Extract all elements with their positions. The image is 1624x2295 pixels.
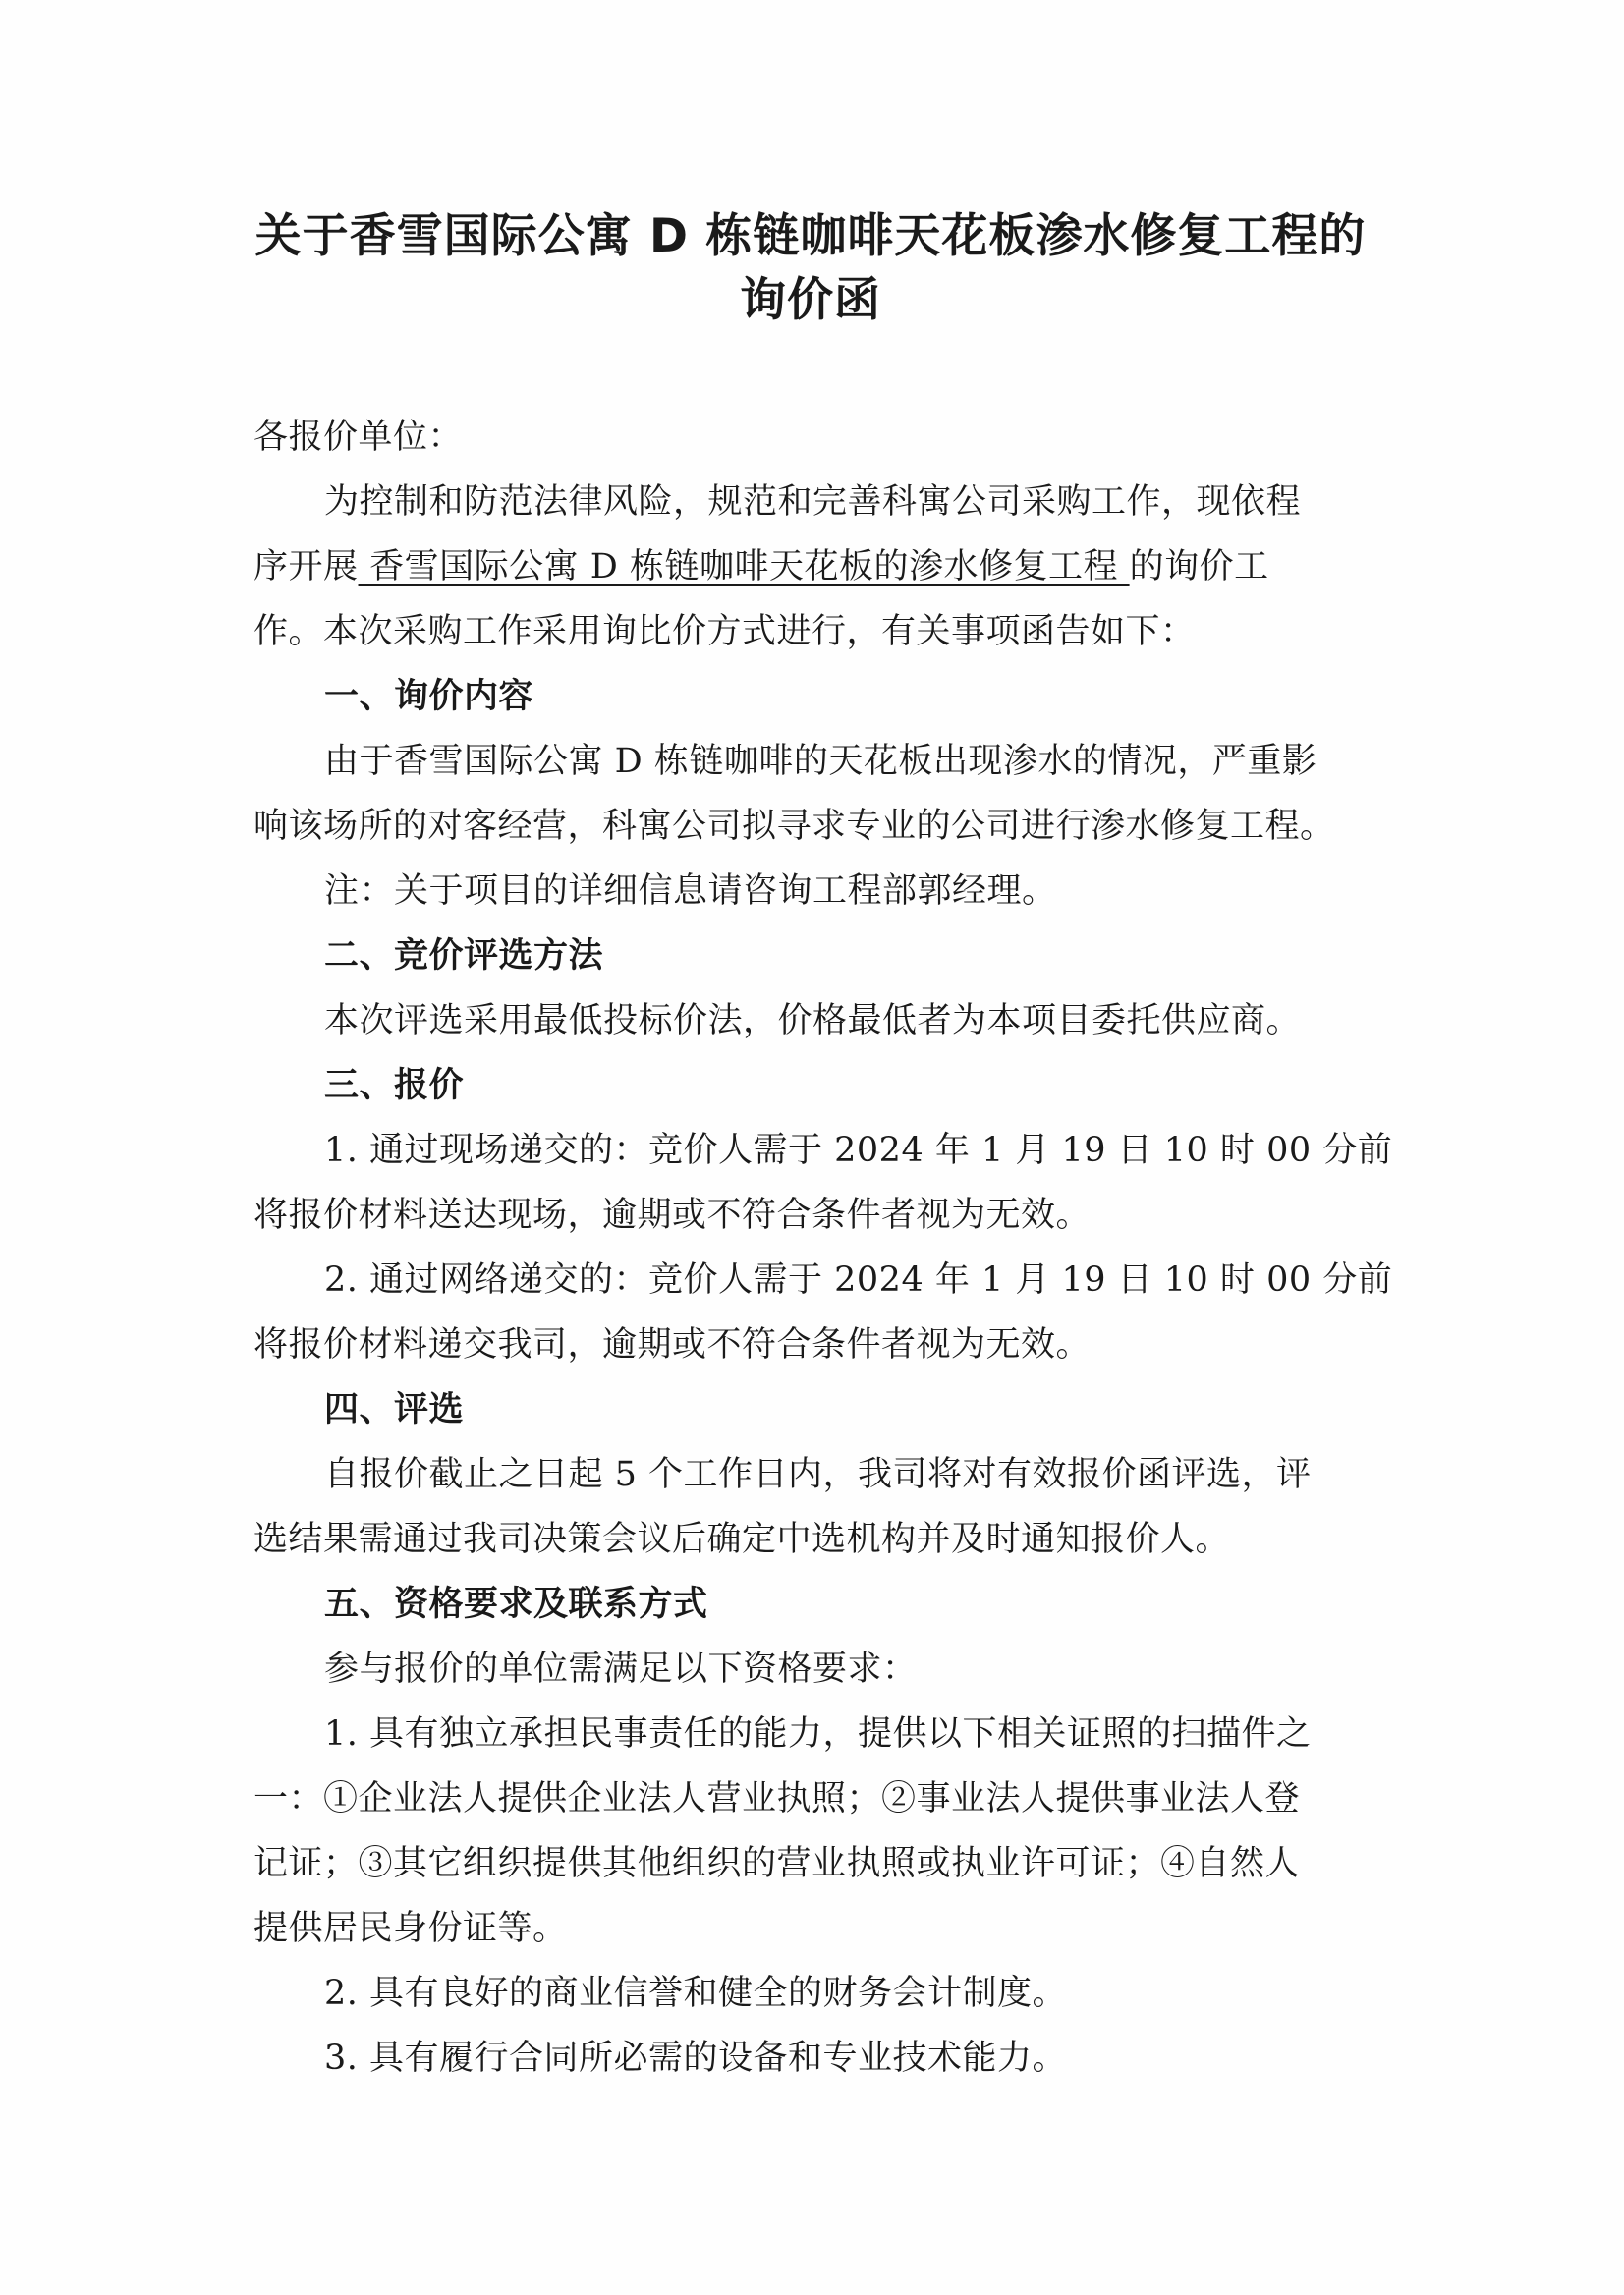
project-name-underlined: 香雪国际公寓 D 栋链咖啡天花板的渗水修复工程 bbox=[358, 547, 1130, 587]
intro-line-3: 作。本次采购工作采用询比价方式进行，有关事项函告如下： bbox=[253, 612, 1196, 651]
section-4-para-line-2: 选结果需通过我司决策会议后确定中选机构并及时通知报价人。 bbox=[253, 1520, 1231, 1559]
section-3-item-1-line-1: 1. 通过现场递交的：竞价人需于 2024 年 1 月 19 日 10 时 00 分前 bbox=[324, 1131, 1393, 1170]
section-3-heading: 三、报价 bbox=[324, 1066, 465, 1105]
section-1-para-line-1: 由于香雪国际公寓 D 栋链咖啡的天花板出现渗水的情况，严重影 bbox=[324, 742, 1317, 781]
section-4-heading: 四、评选 bbox=[324, 1390, 465, 1429]
intro-line-2 bbox=[253, 542, 1269, 591]
document-title-line-1: 关于香雪国际公寓 D 栋链咖啡天花板渗水修复工程的 bbox=[254, 209, 1367, 263]
intro-line-1: 为控制和防范法律风险，规范和完善科寓公司采购工作，现依程 bbox=[324, 482, 1302, 522]
section-5-heading: 五、资格要求及联系方式 bbox=[324, 1585, 708, 1624]
section-1-para-line-2: 响该场所的对客经营，科寓公司拟寻求专业的公司进行渗水修复工程。 bbox=[253, 807, 1335, 846]
section-5-req-1-line-3: 记证；③其它组织提供其他组织的营业执照或执业许可证；④自然人 bbox=[253, 1844, 1301, 1883]
salutation: 各报价单位： bbox=[253, 418, 464, 457]
section-1-note: 注：关于项目的详细信息请咨询工程部郭经理。 bbox=[324, 871, 1057, 911]
intro-line-2-prefix: 序开展 bbox=[253, 547, 359, 587]
section-5-req-1-line-2: 一：①企业法人提供企业法人营业执照；②事业法人提供事业法人登 bbox=[253, 1779, 1301, 1819]
section-3-item-1-line-2: 将报价材料送达现场，逾期或不符合条件者视为无效。 bbox=[253, 1196, 1092, 1235]
document-title-line-2: 询价函 bbox=[740, 273, 881, 327]
section-5-req-1-line-4: 提供居民身份证等。 bbox=[253, 1909, 568, 1948]
section-1-heading: 一、询价内容 bbox=[324, 677, 534, 716]
section-5-req-3: 3. 具有履行合同所必需的设备和专业技术能力。 bbox=[324, 2039, 1068, 2078]
section-5-req-2: 2. 具有良好的商业信誉和健全的财务会计制度。 bbox=[324, 1974, 1068, 2013]
section-4-para-line-1: 自报价截止之日起 5 个工作日内，我司将对有效报价函评选，评 bbox=[324, 1455, 1312, 1494]
section-3-item-2-line-2: 将报价材料递交我司，逾期或不符合条件者视为无效。 bbox=[253, 1325, 1092, 1365]
section-2-heading: 二、竞价评选方法 bbox=[324, 936, 604, 976]
section-5-req-1-line-1: 1. 具有独立承担民事责任的能力，提供以下相关证照的扫描件之 bbox=[324, 1714, 1312, 1754]
section-3-item-2-line-1: 2. 通过网络递交的：竞价人需于 2024 年 1 月 19 日 10 时 00 分前 bbox=[324, 1260, 1393, 1300]
intro-line-2-suffix: 的询价工 bbox=[1129, 547, 1269, 587]
section-2-para: 本次评选采用最低投标价法，价格最低者为本项目委托供应商。 bbox=[324, 1001, 1302, 1040]
section-5-intro: 参与报价的单位需满足以下资格要求： bbox=[324, 1650, 918, 1689]
